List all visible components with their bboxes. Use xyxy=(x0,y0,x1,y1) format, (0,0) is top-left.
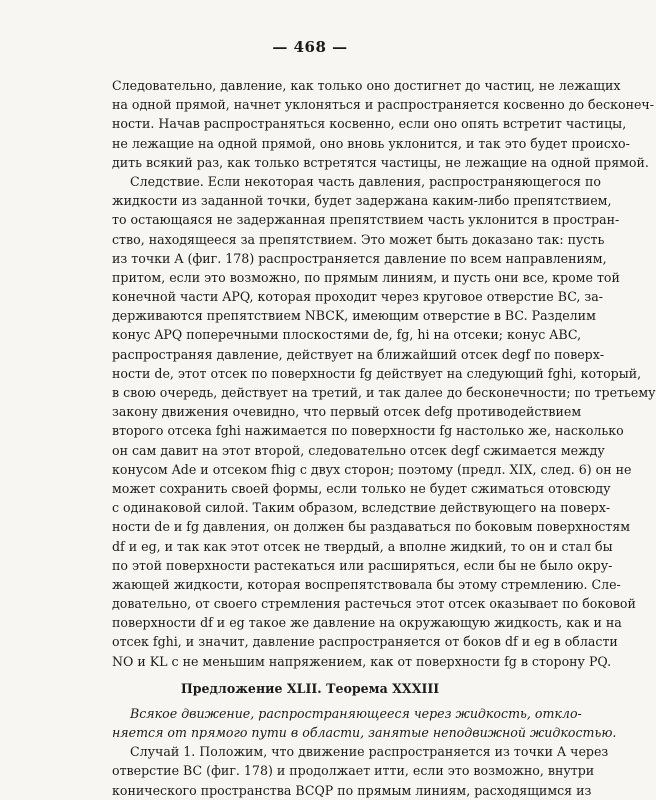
text-line: конечной части APQ, которая проходит через круговое отверстие BC, за- xyxy=(112,289,604,305)
paragraph-case-1 xyxy=(112,742,609,800)
text-line: распространяя давление, действует на ближайший отсек degf по поверх- xyxy=(112,346,605,362)
paragraph-1 xyxy=(112,76,655,172)
text-line: то остающаяся не задержанная препятствием часть уклонится в простран- xyxy=(112,212,620,228)
theorem-statement xyxy=(112,704,617,742)
text-line: поверхности df и eg такое же давление на окружающую жидкость, как и на xyxy=(112,615,622,631)
text-line: может сохранить своей формы, если только не будет сжиматься отовсюду xyxy=(112,480,611,496)
text-line: отсек fghi, и значит, давление распространяется от боков df и eg в области xyxy=(112,634,618,650)
text-line: в свою очередь, действует на третий, и так далее до бесконечности; по третьему xyxy=(112,385,656,400)
text-line: няется от прямого пути в области, занятые неподвижной жидкостью. xyxy=(112,725,617,740)
proposition-heading: Предложение XLII. Теорема XXXIII xyxy=(180,680,440,696)
text-line: не лежащие на одной прямой, оно вновь уклонится, и так это будет происхо- xyxy=(112,135,630,151)
text-line: ности. Начав распространяться косвенно, если оно опять встретит частицы, xyxy=(112,116,627,132)
text-line: держиваются препятствием NBCK, имеющим отверстие в BC. Разделим xyxy=(112,308,596,324)
text-line: NO и KL с не меньшим напряжением, как от поверхности fg в сторону PQ. xyxy=(112,653,612,669)
text-line: конус APQ поперечными плоскостями de, fg, hi на отсеки; конус ABC, xyxy=(112,327,582,343)
text-line: закону движения очевидно, что первый отсек defg противодействием xyxy=(112,404,582,420)
paragraph-corollary xyxy=(112,172,656,671)
text-line: дить всякий раз, как только встретятся частицы, не лежащие на одной прямой. xyxy=(112,154,649,170)
text-line: по этой поверхности растекаться или расширяться, если бы не было окру- xyxy=(112,557,613,573)
text-line: конического пространства BCQP по прямым линиям, расходящимся из xyxy=(112,782,592,798)
text-line: с одинаковой силой. Таким образом, вследствие действующего на поверх- xyxy=(112,500,611,516)
text-line: Всякое движение, распространяющееся через жидкость, откло- xyxy=(130,705,582,721)
text-line: df и eg, и так как этот отсек не твердый, а вполне жидкий, то он и стал бы xyxy=(112,538,613,554)
text-line: довательно, от своего стремления растечься этот отсек оказывает по боковой xyxy=(112,596,636,612)
text-line: жающей жидкости, которая воспрепятствовала бы этому стремлению. Сле- xyxy=(112,576,621,592)
text-line: из точки A (фиг. 178) распространяется давление по всем направлениям, xyxy=(112,250,607,266)
text-line: Следовательно, давление, как только оно достигнет до частиц, не лежащих xyxy=(112,78,621,93)
text-line: ности de, этот отсек по поверхности fg действует на следующий fghi, который, xyxy=(112,365,642,381)
text-line: жидкости из заданной точки, будет задержана каким-либо препятствием, xyxy=(112,193,612,209)
text-line: второго отсека fghi нажимается по поверхности fg настолько же, насколько xyxy=(112,423,624,439)
text-line: отверстие BC (фиг. 178) и продолжает итти, если это возможно, внутри xyxy=(112,763,595,779)
text-line: ство, находящееся за препятствием. Это может быть доказано так: пусть xyxy=(112,231,605,247)
text-line: Следствие. Если некоторая часть давления, распространяющегося по xyxy=(130,173,601,189)
page-number: — 468 — xyxy=(272,38,348,56)
text-line: он сам давит на этот второй, следовательно отсек degf сжимается между xyxy=(112,442,605,458)
text-line: Случай 1. Положим, что движение распространяется из точки A через xyxy=(130,744,609,760)
text-line: притом, если это возможно, по прямым линиям, и пусть они все, кроме той xyxy=(112,269,620,285)
text-line: ности de и fg давления, он должен бы раздаваться по боковым поверхностям xyxy=(112,519,630,535)
text-line: конусом Ade и отсеком fhig с двух сторон; поэтому (предл. XIX, след. 6) он не xyxy=(112,461,632,477)
text-line: на одной прямой, начнет уклоняться и распространяется косвенно до бесконеч- xyxy=(112,97,655,113)
